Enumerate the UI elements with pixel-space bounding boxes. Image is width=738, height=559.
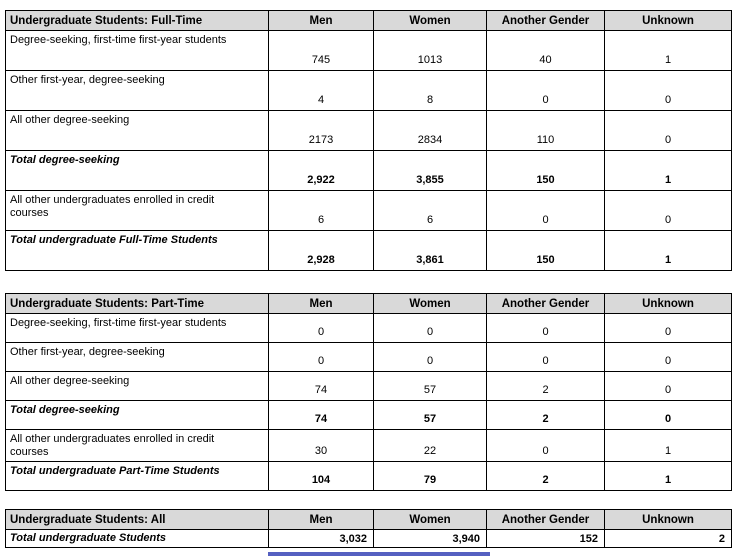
- cell-another-gender: 0: [487, 314, 605, 343]
- total-degree-seeking-row: [6, 151, 732, 191]
- cell-men: 2,922: [269, 151, 374, 191]
- cell-women: 3,855: [374, 151, 487, 191]
- table-row: [6, 343, 732, 372]
- cell-unknown: 0: [605, 401, 732, 430]
- all-students-table: [5, 509, 732, 548]
- cell-another-gender: 2: [487, 462, 605, 491]
- table-row: [6, 191, 732, 231]
- cell-another-gender: 150: [487, 151, 605, 191]
- table-row: [6, 111, 732, 151]
- all-header-row: [6, 510, 732, 530]
- cell-another-gender: 0: [487, 71, 605, 111]
- cell-another-gender: 0: [487, 191, 605, 231]
- cell-unknown: 1: [605, 430, 732, 462]
- cell-another-gender: 40: [487, 31, 605, 71]
- cell-men: 2173: [269, 111, 374, 151]
- cell-men: 0: [269, 343, 374, 372]
- cell-women: 8: [374, 71, 487, 111]
- table-row: [6, 71, 732, 111]
- cell-men: 74: [269, 372, 374, 401]
- cell-women: 0: [374, 314, 487, 343]
- cell-unknown: 1: [605, 462, 732, 491]
- cell-another-gender: 110: [487, 111, 605, 151]
- row-label: All other degree-seeking: [6, 111, 269, 151]
- cell-unknown: 1: [605, 31, 732, 71]
- cell-women: 57: [374, 401, 487, 430]
- cell-unknown: 0: [605, 372, 732, 401]
- column-header-women: Women: [374, 510, 487, 530]
- cell-men: 745: [269, 31, 374, 71]
- row-label: Total degree-seeking: [6, 151, 269, 191]
- total-degree-seeking-row: [6, 401, 732, 430]
- table-row: [6, 314, 732, 343]
- cell-women: 6: [374, 191, 487, 231]
- column-header-women: Women: [374, 294, 487, 314]
- cell-unknown: 2: [605, 530, 732, 548]
- cell-women: 22: [374, 430, 487, 462]
- row-label: Total undergraduate Students: [6, 530, 269, 548]
- column-header-men: Men: [269, 510, 374, 530]
- column-header-men: Men: [269, 11, 374, 31]
- row-label: Other first-year, degree-seeking: [6, 343, 269, 372]
- cell-another-gender: 0: [487, 430, 605, 462]
- cell-another-gender: 152: [487, 530, 605, 548]
- cell-women: 2834: [374, 111, 487, 151]
- cell-unknown: 1: [605, 231, 732, 271]
- cell-men: 0: [269, 314, 374, 343]
- cell-women: 79: [374, 462, 487, 491]
- all-table-title: Undergraduate Students: All: [6, 510, 269, 530]
- cell-another-gender: 2: [487, 372, 605, 401]
- cell-men: 74: [269, 401, 374, 430]
- cell-unknown: 1: [605, 151, 732, 191]
- total-all-undergraduates-row: [6, 530, 732, 548]
- cell-men: 30: [269, 430, 374, 462]
- cell-unknown: 0: [605, 343, 732, 372]
- column-header-another-gender: Another Gender: [487, 294, 605, 314]
- table-row: [6, 372, 732, 401]
- cell-another-gender: 2: [487, 401, 605, 430]
- column-header-unknown: Unknown: [605, 11, 732, 31]
- table-row: [6, 31, 732, 71]
- fulltime-table: [5, 10, 732, 271]
- row-label: All other undergraduates enrolled in credit courses: [6, 430, 269, 462]
- row-label: Other first-year, degree-seeking: [6, 71, 269, 111]
- cell-unknown: 0: [605, 71, 732, 111]
- cell-men: 3,032: [269, 530, 374, 548]
- cell-unknown: 0: [605, 191, 732, 231]
- column-header-unknown: Unknown: [605, 294, 732, 314]
- row-label: All other undergraduates enrolled in credit courses: [6, 191, 269, 231]
- cell-men: 2,928: [269, 231, 374, 271]
- cell-women: 57: [374, 372, 487, 401]
- parttime-table: [5, 293, 732, 491]
- row-label: Degree-seeking, first-time first-year students: [6, 314, 269, 343]
- fulltime-table-title: Undergraduate Students: Full-Time: [6, 11, 269, 31]
- selection-underline-bar: [268, 552, 490, 556]
- cell-women: 3,940: [374, 530, 487, 548]
- parttime-table-title: Undergraduate Students: Part-Time: [6, 294, 269, 314]
- cell-unknown: 0: [605, 314, 732, 343]
- cell-another-gender: 150: [487, 231, 605, 271]
- total-fulltime-row: [6, 231, 732, 271]
- column-header-unknown: Unknown: [605, 510, 732, 530]
- cell-men: 6: [269, 191, 374, 231]
- column-header-men: Men: [269, 294, 374, 314]
- cell-men: 4: [269, 71, 374, 111]
- cell-women: 1013: [374, 31, 487, 71]
- fulltime-header-row: [6, 11, 732, 31]
- column-header-women: Women: [374, 11, 487, 31]
- cell-unknown: 0: [605, 111, 732, 151]
- row-label: Total degree-seeking: [6, 401, 269, 430]
- row-label: Degree-seeking, first-time first-year students: [6, 31, 269, 71]
- column-header-another-gender: Another Gender: [487, 510, 605, 530]
- total-parttime-row: [6, 462, 732, 491]
- parttime-header-row: [6, 294, 732, 314]
- cell-another-gender: 0: [487, 343, 605, 372]
- row-label: All other degree-seeking: [6, 372, 269, 401]
- row-label: Total undergraduate Part-Time Students: [6, 462, 269, 491]
- column-header-another-gender: Another Gender: [487, 11, 605, 31]
- cell-women: 0: [374, 343, 487, 372]
- cell-men: 104: [269, 462, 374, 491]
- row-label: Total undergraduate Full-Time Students: [6, 231, 269, 271]
- table-row: [6, 430, 732, 462]
- cell-women: 3,861: [374, 231, 487, 271]
